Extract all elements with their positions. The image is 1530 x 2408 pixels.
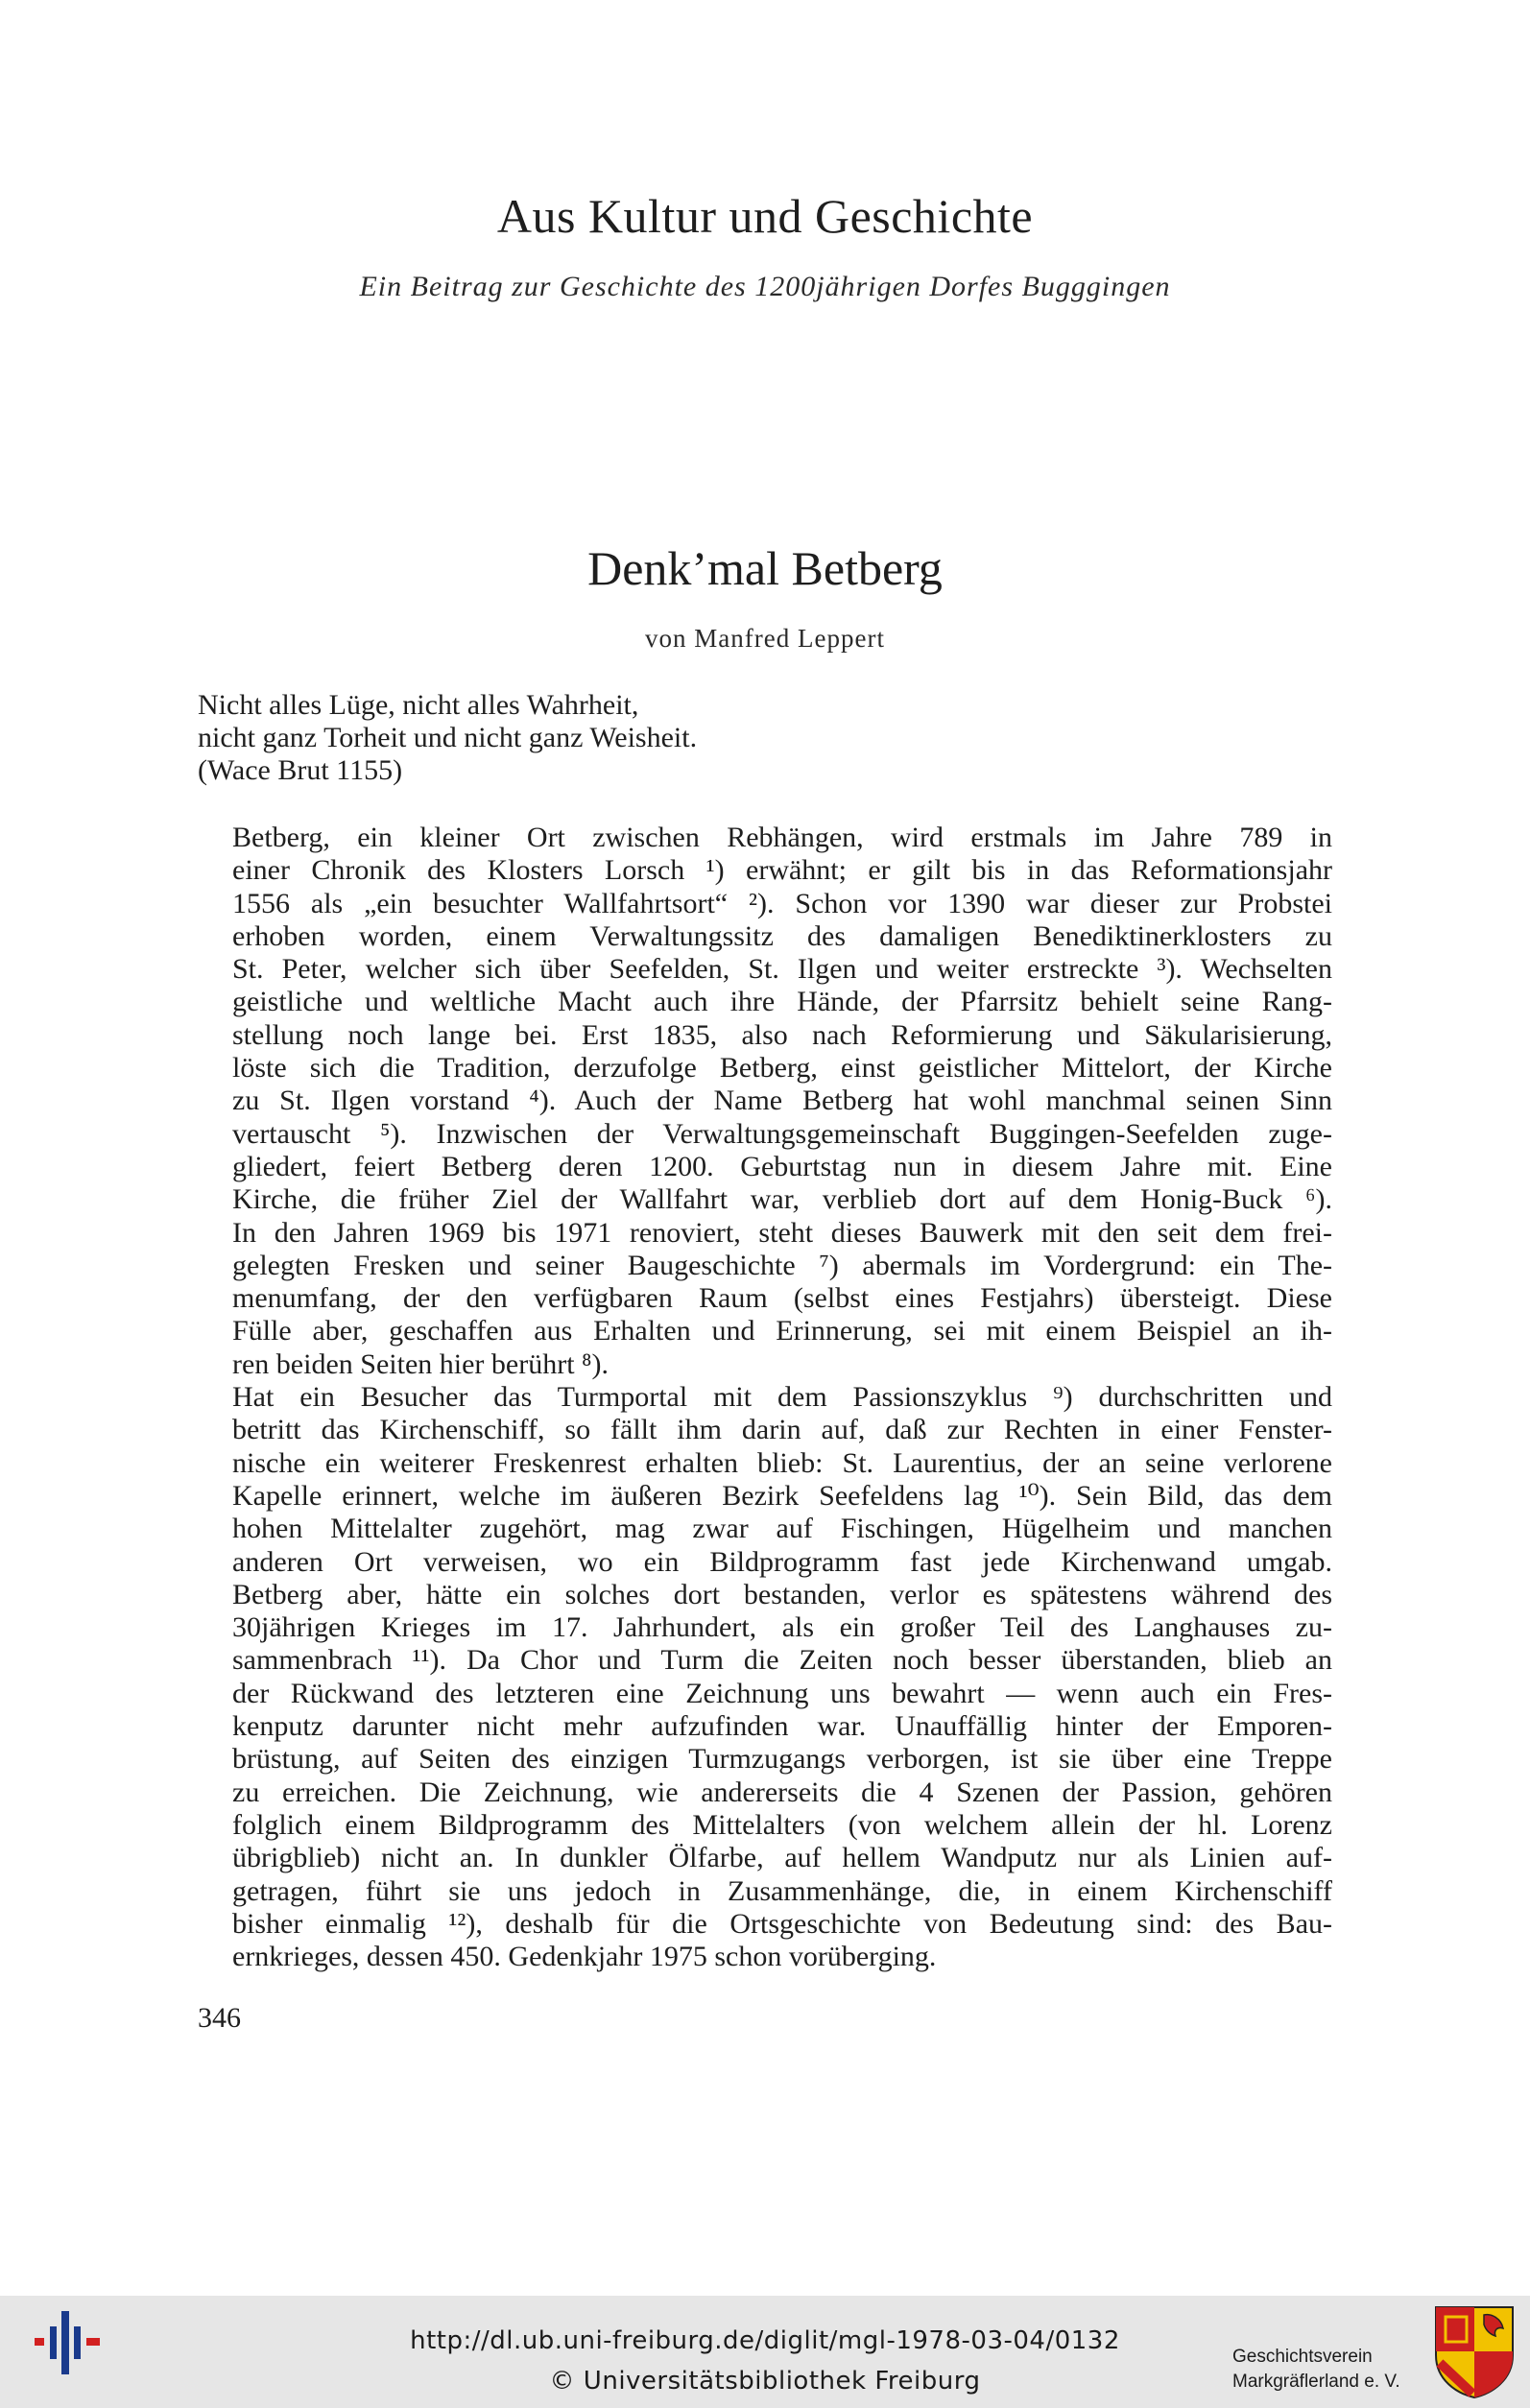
text-line: Betberg aber, hätte ein solches dort bestanden, verlor es spätestens während des	[232, 1578, 1332, 1610]
coat-of-arms-icon	[1434, 2305, 1515, 2399]
text-line: der Rückwand des letzteren eine Zeichnung uns bewahrt — wenn auch ein Fres-	[232, 1677, 1332, 1709]
text-line: gliedert, feiert Betberg deren 1200. Geburtstag nun in diesem Jahre mit. Eine	[232, 1150, 1332, 1182]
society-name-line: Markgräflerland e. V.	[1232, 2372, 1400, 2392]
society-name	[1232, 2345, 1434, 2395]
text-line: anderen Ort verweisen, wo ein Bildprogramm fast jede Kirchenwand umgab.	[232, 1545, 1332, 1578]
article-body	[198, 822, 1332, 1973]
text-line: folglich einem Bildprogramm des Mittelalters (von welchem allein der hl. Lorenz	[232, 1808, 1332, 1841]
text-line: vertauscht ⁵). Inzwischen der Verwaltungsgemeinschaft Buggingen-Seefelden zuge-	[232, 1117, 1332, 1150]
text-line: St. Peter, welcher sich über Seefelden, St. Ilgen und weiter erstreckte ³). Wechselten	[232, 953, 1332, 986]
text-line: löste sich die Tradition, derzufolge Betberg, einst geistlicher Mittelort, der Kirche	[232, 1052, 1332, 1085]
text-line: getragen, führt sie uns jedoch in Zusammenhänge, die, in einem Kirchenschiff	[232, 1874, 1332, 1907]
text-line: ren beiden Seiten hier berührt ⁸).	[232, 1347, 609, 1380]
text-line: Fülle aber, geschaffen aus Erhalten und Erinnerung, sei mit einem Beispiel an ih-	[232, 1315, 1332, 1347]
permalink-url[interactable]: http://dl.ub.uni-freiburg.de/diglit/mgl-1978-03-04/0132	[410, 2326, 1120, 2355]
text-line: nische ein weiterer Freskenrest erhalten blieb: St. Laurentius, der an seine verlorene	[232, 1446, 1332, 1479]
page-number: 346	[198, 2002, 241, 2034]
text-line: einer Chronik des Klosters Lorsch ¹) erwähnt; er gilt bis in das Reformationsjahr	[232, 854, 1332, 887]
text-line: Kirche, die früher Ziel der Wallfahrt war, verblieb dort auf dem Honig-Buck ⁶).	[232, 1183, 1332, 1216]
text-line: kenputz darunter nicht mehr aufzufinden war. Unauffällig hinter der Emporen-	[232, 1710, 1332, 1743]
epigraph-line: Nicht alles Lüge, nicht alles Wahrheit,	[198, 689, 639, 721]
section-subtitle: Ein Beitrag zur Geschichte des 1200jährigen Dorfes Bugggingen	[359, 271, 1171, 302]
text-line: betritt das Kirchenschiff, so fällt ihm darin auf, daß zur Rechten in einer Fenster-	[232, 1414, 1332, 1446]
text-line: brüstung, auf Seiten des einzigen Turmzugangs verborgen, ist sie über eine Treppe	[232, 1743, 1332, 1776]
text-line: geistliche und weltliche Macht auch ihre Hände, der Pfarrsitz behielt seine Rang-	[232, 986, 1332, 1018]
article-byline: von Manfred Leppert	[645, 624, 885, 653]
text-line: zu erreichen. Die Zeichnung, wie andererseits die 4 Szenen der Passion, gehören	[232, 1776, 1332, 1808]
text-line: gelegten Fresken und seiner Baugeschichte ⁷) abermals im Vordergrund: ein The-	[232, 1249, 1332, 1281]
section-title: Aus Kultur und Geschichte	[496, 189, 1034, 243]
text-line: Betberg, ein kleiner Ort zwischen Rebhängen, wird erstmals im Jahre 789 in	[232, 822, 1332, 853]
society-name-line: Geschichtsverein	[1232, 2347, 1373, 2367]
paragraph	[198, 822, 1332, 1381]
epigraph-line: nicht ganz Torheit und nicht ganz Weisheit.	[198, 722, 698, 753]
text-line: Kapelle erinnert, welche im äußeren Bezirk Seefeldens lag ¹⁰). Sein Bild, das dem	[232, 1479, 1332, 1512]
text-line: übrigblieb) nicht an. In dunkler Ölfarbe, auf hellem Wandputz nur als Linien auf-	[232, 1842, 1332, 1874]
text-line: 30jährigen Krieges im 17. Jahrhundert, als ein großer Teil des Langhauses zu-	[232, 1611, 1332, 1644]
text-line: erhoben worden, einem Verwaltungssitz des damaligen Benediktinerklosters zu	[232, 919, 1332, 952]
text-line: 1556 als „ein besuchter Wallfahrtsort“ ²). Schon vor 1390 war dieser zur Probstei	[232, 887, 1332, 919]
text-line: hohen Mittelalter zugehört, mag zwar auf Fischingen, Hügelheim und manchen	[232, 1513, 1332, 1545]
text-line: stellung noch lange bei. Erst 1835, also nach Reformierung und Säkularisierung,	[232, 1018, 1332, 1051]
text-line: bisher einmalig ¹²), deshalb für die Ortsgeschichte von Bedeutung sind: des Bau-	[232, 1907, 1332, 1940]
copyright-notice: © Universitätsbibliothek Freiburg	[549, 2367, 981, 2396]
text-line: sammenbrach ¹¹). Da Chor und Turm die Zeiten noch besser überstanden, blieb an	[232, 1644, 1332, 1677]
article-title: Denk’mal Betberg	[587, 541, 943, 595]
text-line: In den Jahren 1969 bis 1971 renoviert, steht dieses Bauwerk mit den seit dem frei-	[232, 1216, 1332, 1249]
paragraph	[198, 1381, 1332, 1973]
text-line: Hat ein Besucher das Turmportal mit dem Passionszyklus ⁹) durchschritten und	[232, 1381, 1332, 1414]
epigraph-source: (Wace Brut 1155)	[198, 754, 403, 786]
text-line: zu St. Ilgen vorstand ⁴). Auch der Name Betberg hat wohl manchmal seinen Sinn	[232, 1085, 1332, 1117]
text-line: menumfang, der den verfügbaren Raum (selbst eines Festjahrs) übersteigt. Diese	[232, 1282, 1332, 1315]
text-line: ernkrieges, dessen 450. Gedenkjahr 1975 schon vorüberging.	[232, 1941, 937, 1973]
epigraph	[198, 689, 1062, 787]
